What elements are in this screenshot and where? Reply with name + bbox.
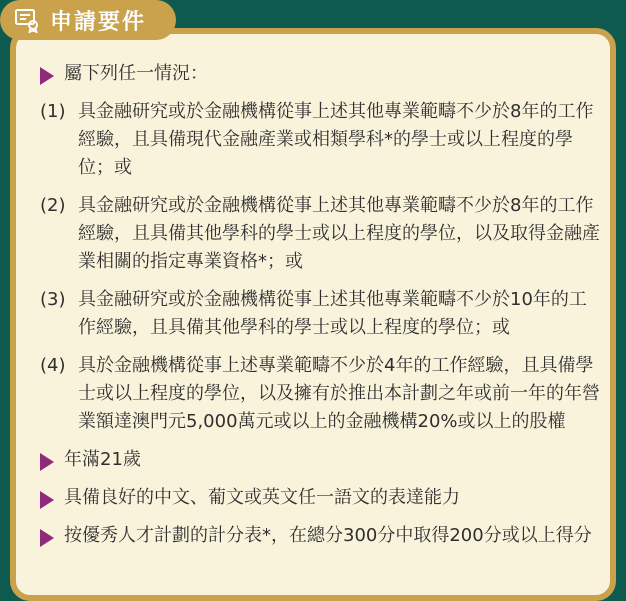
bullet-text: 具備良好的中文、葡文或英文任一語文的表達能力 xyxy=(64,487,460,508)
requirement-item-4 xyxy=(40,352,600,436)
bullet-text: 年滿21歲 xyxy=(64,449,141,470)
bullet-triangle-icon xyxy=(40,529,54,547)
item-text: 具金融研究或於金融機構從事上述其他專業範疇不少於8年的工作經驗，且具備現代金融產業或相類學科*的學士或以上程度的學位；或 xyxy=(78,101,594,178)
intro-row xyxy=(40,60,600,88)
certificate-icon xyxy=(14,7,40,33)
header-badge xyxy=(0,0,176,40)
requirement-item-2 xyxy=(40,192,600,276)
bullet-row-language xyxy=(40,484,600,512)
item-number: (1) xyxy=(40,101,66,122)
bullet-triangle-icon xyxy=(40,453,54,471)
requirement-item-1 xyxy=(40,98,600,182)
requirements-content xyxy=(40,60,600,560)
bullet-triangle-icon xyxy=(40,491,54,509)
item-number: (4) xyxy=(40,355,66,376)
bullet-triangle-icon xyxy=(40,67,54,85)
item-number: (2) xyxy=(40,195,66,216)
item-text: 具金融研究或於金融機構從事上述其他專業範疇不少於10年的工作經驗，且具備其他學科的學士或以上程度的學位；或 xyxy=(78,289,587,338)
item-text: 具於金融機構從事上述專業範疇不少於4年的工作經驗，且具備學士或以上程度的學位，以及擁有於推出本計劃之年或前一年的年營業額達澳門元5,000萬元或以上的金融機構20%或以上的股權 xyxy=(78,355,600,432)
bullet-row-age xyxy=(40,446,600,474)
bullet-row-score xyxy=(40,522,600,550)
requirement-item-3 xyxy=(40,286,600,342)
bullet-text: 按優秀人才計劃的計分表*，在總分300分中取得200分或以上得分 xyxy=(64,525,592,546)
item-text: 具金融研究或於金融機構從事上述其他專業範疇不少於8年的工作經驗，且具備其他學科的學士或以上程度的學位，以及取得金融產業相關的指定專業資格*；或 xyxy=(78,195,600,272)
item-number: (3) xyxy=(40,289,66,310)
page-title: 申請要件 xyxy=(50,9,147,35)
intro-text: 屬下列任一情況： xyxy=(64,63,208,84)
